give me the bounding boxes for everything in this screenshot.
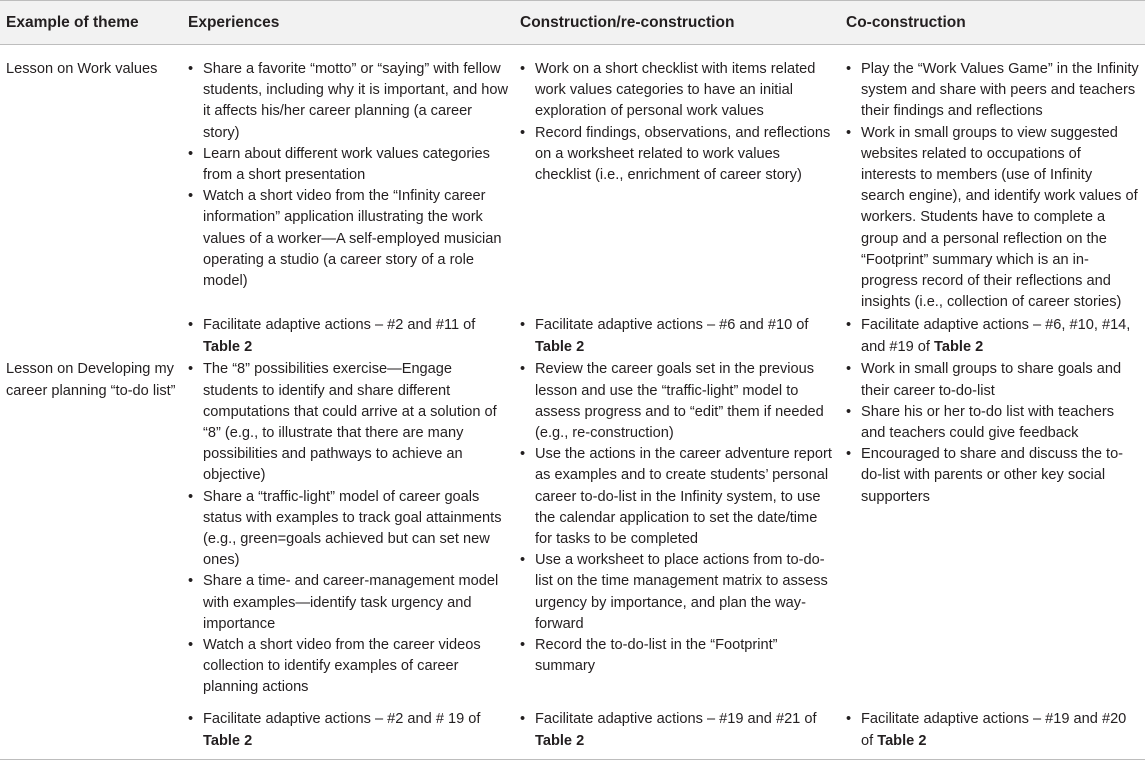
list-item: • Share a “traffic-light” model of career goals status with examples to track goal attainments (e.g., green=goals achieved but can set new ones) [182,487,508,572]
facilitate-cell [840,313,1145,359]
experiences-cell [182,45,514,314]
experiences-cell [182,359,514,707]
list-item: • Use a worksheet to place actions from to-do-list on the time management matrix to assess urgency by importance, and plan the way-forward [514,550,834,635]
facilitate-text: Facilitate adaptive actions – #6 and #10 of [535,317,809,334]
facilitate-text: Facilitate adaptive actions – #19 and #20 of [861,711,1127,749]
facilitate-cell [182,707,514,760]
empty-cell [0,313,182,359]
list-item: • Share a favorite “motto” or “saying” with fellow students, including why it is important, and how it affects his/her career planning (a career story) [182,59,508,144]
facilitate-text: Facilitate adaptive actions – #2 and # 19 of [203,711,481,728]
list-item: • Share a time- and career-management model with examples—identify task urgency and importance [182,571,508,635]
table-row [0,313,1145,359]
list-item [182,709,508,751]
construction-cell [514,45,840,314]
list-item: • Encouraged to share and discuss the to-do-list with parents or other key social supporters [840,444,1139,508]
list-item [514,315,834,357]
header-construction: Construction/re-construction [514,1,840,45]
list-item [840,315,1139,357]
list-item [182,315,508,357]
facilitate-cell [514,313,840,359]
list-item: • Record the to-do-list in the “Footprint” summary [514,635,834,677]
list-item: • Learn about different work values categories from a short presentation [182,144,508,186]
facilitate-cell [840,707,1145,760]
list-item: • Work on a short checklist with items related work values categories to have an initial exploration of personal work values [514,59,834,123]
coconstruction-cell [840,359,1145,707]
table-reference: Table 2 [203,338,253,355]
list-item: • Watch a short video from the career videos collection to identify examples of career planning actions [182,635,508,699]
list-item: • Work in small groups to share goals and their career to-do-list [840,359,1139,401]
header-coconstruction: Co-construction [840,1,1145,45]
facilitate-cell [514,707,840,760]
table-row [0,45,1145,314]
header-row [0,1,1145,45]
header-experiences: Experiences [182,1,514,45]
list-item: • Use the actions in the career adventure report as examples and to create students’ personal career to-do-list in the Infinity system, to use the calendar application to set the date/time for tasks to be completed [514,444,834,550]
header-theme: Example of theme [0,1,182,45]
table-reference: Table 2 [877,732,927,749]
list-item: • Work in small groups to view suggested websites related to occupations of interests to members (use of Infinity search engine), and identify work values of workers. Students have to complete a group and a personal reflection on the “Footprint” summary which is an in-progress record of their reflections and insights (i.e., collection of career stories) [840,123,1139,314]
list-item [514,709,834,751]
theme-cell: Lesson on Work values [6,61,158,77]
facilitate-text: Facilitate adaptive actions – #19 and #21 of [535,711,817,728]
facilitate-cell [182,313,514,359]
table-reference: Table 2 [535,338,585,355]
list-item: • Play the “Work Values Game” in the Infinity system and share with peers and teachers their findings and reflections [840,59,1139,123]
list-item: • Review the career goals set in the previous lesson and use the “traffic-light” model to assess progress and to “edit” them if needed (e.g., re-construction) [514,359,834,444]
table-row [0,707,1145,760]
list-item: • Watch a short video from the “Infinity career information” application illustrating the work values of a worker—A self-employed musician operating a studio (a career story of a role model) [182,186,508,292]
list-item: • The “8” possibilities exercise—Engage students to identify and share different computations that could arrive at a solution of “8” (e.g., to illustrate that there are many possibilities and pathways to achieve an objective) [182,359,508,486]
theme-cell: Lesson on Developing my career planning “to-do list” [6,361,176,399]
table-reference: Table 2 [934,338,984,355]
list-item: • Share his or her to-do list with teachers and teachers could give feedback [840,402,1139,444]
table-row [0,359,1145,707]
table-reference: Table 2 [535,732,585,749]
facilitate-text: Facilitate adaptive actions – #2 and #11 of [203,317,476,334]
construction-cell [514,359,840,707]
empty-cell [0,707,182,760]
list-item [840,709,1139,751]
table-reference: Table 2 [203,732,253,749]
facilitate-text: Facilitate adaptive actions – #6, #10, #14, and #19 of [861,317,1131,355]
list-item: • Record findings, observations, and reflections on a worksheet related to work values checklist (i.e., enrichment of career story) [514,123,834,187]
coconstruction-cell [840,45,1145,314]
